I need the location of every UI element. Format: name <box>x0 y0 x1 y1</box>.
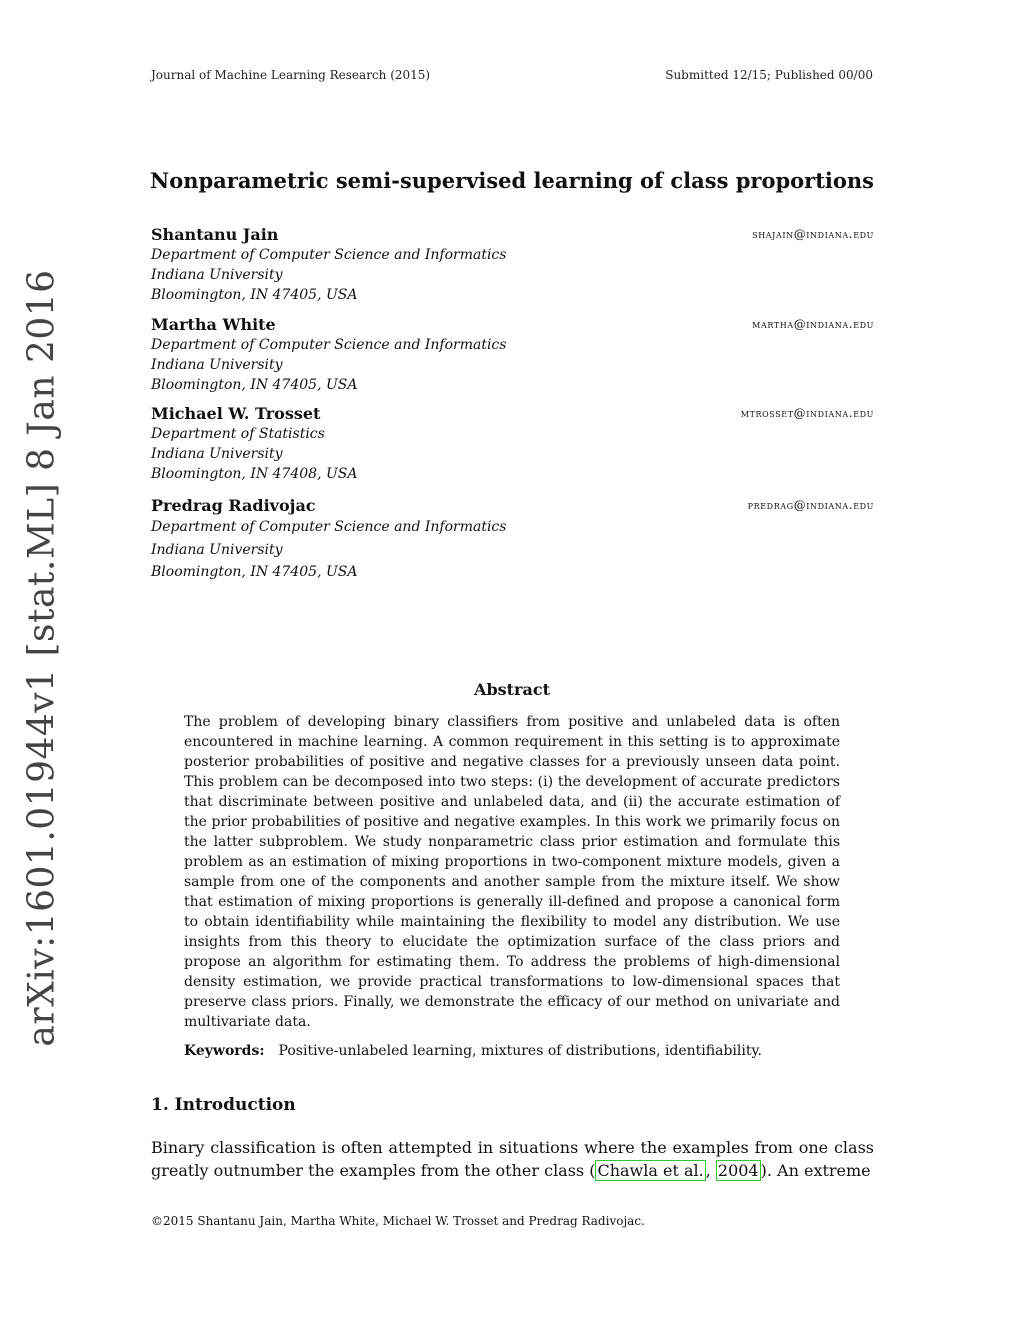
author-loc: Bloomington, IN 47405, USA <box>151 287 358 303</box>
citation-link[interactable]: Chawla et al. <box>597 1161 704 1180</box>
author-loc: Bloomington, IN 47405, USA <box>151 377 358 393</box>
author-univ: Indiana University <box>151 446 283 462</box>
introduction-text <box>151 1136 874 1182</box>
journal-header: Journal of Machine Learning Research (2015) <box>151 68 431 82</box>
author-block <box>151 404 874 484</box>
citation-separator: , <box>705 1161 716 1180</box>
author-dept: Department of Computer Science and Informatics <box>151 337 507 353</box>
keywords-label: Keywords: <box>184 1043 265 1059</box>
author-email[interactable]: predrag@indiana.edu <box>747 498 874 512</box>
author-name: Martha White <box>151 315 276 334</box>
abstract-text: The problem of developing binary classifiers from positive and unlabeled data is often encountered in machine learning. A common requirement in this setting is to approximate posterior probabilities of positive and negative classes for a previously unseen data point. This problem can be decomposed into two steps: (i) the development of accurate predictors that discriminate between positive and unlabeled data, and (ii) the accurate estimation of the prior probabilities of positive and negative examples. In this work we primarily focus on the latter subproblem. We study nonparametric class prior estimation and formulate this problem as an estimation of mixing proportions in two-component mixture models, given a sample from one of the components and another sample from the mixture itself. We show that estimation of mixing proportions is generally ill-defined and propose a canonical form to obtain identifiability while maintaining the flexibility to model any distribution. We use insights from this theory to elucidate the optimization surface of the class priors and propose an algorithm for estimating them. To address the problems of high-dimensional density estimation, we provide practical transformations to low-dimensional spaces that preserve class priors. Finally, we demonstrate the efficacy of our method on univariate and multivariate data. <box>184 714 840 1030</box>
keywords-text: Positive-unlabeled learning, mixtures of distributions, identifiability. <box>278 1043 762 1059</box>
author-block <box>151 315 874 395</box>
author-dept: Department of Computer Science and Informatics <box>151 519 507 535</box>
copyright-notice: ©2015 Shantanu Jain, Martha White, Michael W. Trosset and Predrag Radivojac. <box>151 1214 645 1228</box>
intro-text-after: ). An extreme <box>760 1161 871 1180</box>
arxiv-stamp: arXiv:1601.01944v1 [stat.ML] 8 Jan 2016 <box>21 269 63 1047</box>
abstract-heading: Abstract <box>474 680 550 699</box>
author-email[interactable]: mtrosset@indiana.edu <box>740 406 874 420</box>
intro-text-before: Binary classification is often attempted in situations where the examples from one class greatly outnumber the examples from the other class ( <box>151 1138 874 1180</box>
author-univ: Indiana University <box>151 357 283 373</box>
submission-info: Submitted 12/15; Published 00/00 <box>665 68 873 82</box>
author-univ: Indiana University <box>151 541 283 558</box>
author-name: Predrag Radivojac <box>151 496 316 515</box>
author-block <box>151 225 874 305</box>
author-name: Michael W. Trosset <box>151 404 321 423</box>
author-name: Shantanu Jain <box>151 225 279 244</box>
author-dept: Department of Statistics <box>151 426 325 442</box>
citation-year-link[interactable]: 2004 <box>717 1161 759 1180</box>
author-block <box>151 496 874 584</box>
author-univ: Indiana University <box>151 267 283 283</box>
section-heading-introduction: 1. Introduction <box>151 1095 296 1115</box>
author-email[interactable]: martha@indiana.edu <box>752 317 874 331</box>
author-dept: Department of Computer Science and Informatics <box>151 247 507 263</box>
author-loc: Bloomington, IN 47408, USA <box>151 466 358 482</box>
keywords <box>184 1041 840 1061</box>
paper-title: Nonparametric semi-supervised learning of class proportions <box>150 168 874 193</box>
author-loc: Bloomington, IN 47405, USA <box>151 564 358 580</box>
author-email[interactable]: shajain@indiana.edu <box>752 227 874 241</box>
